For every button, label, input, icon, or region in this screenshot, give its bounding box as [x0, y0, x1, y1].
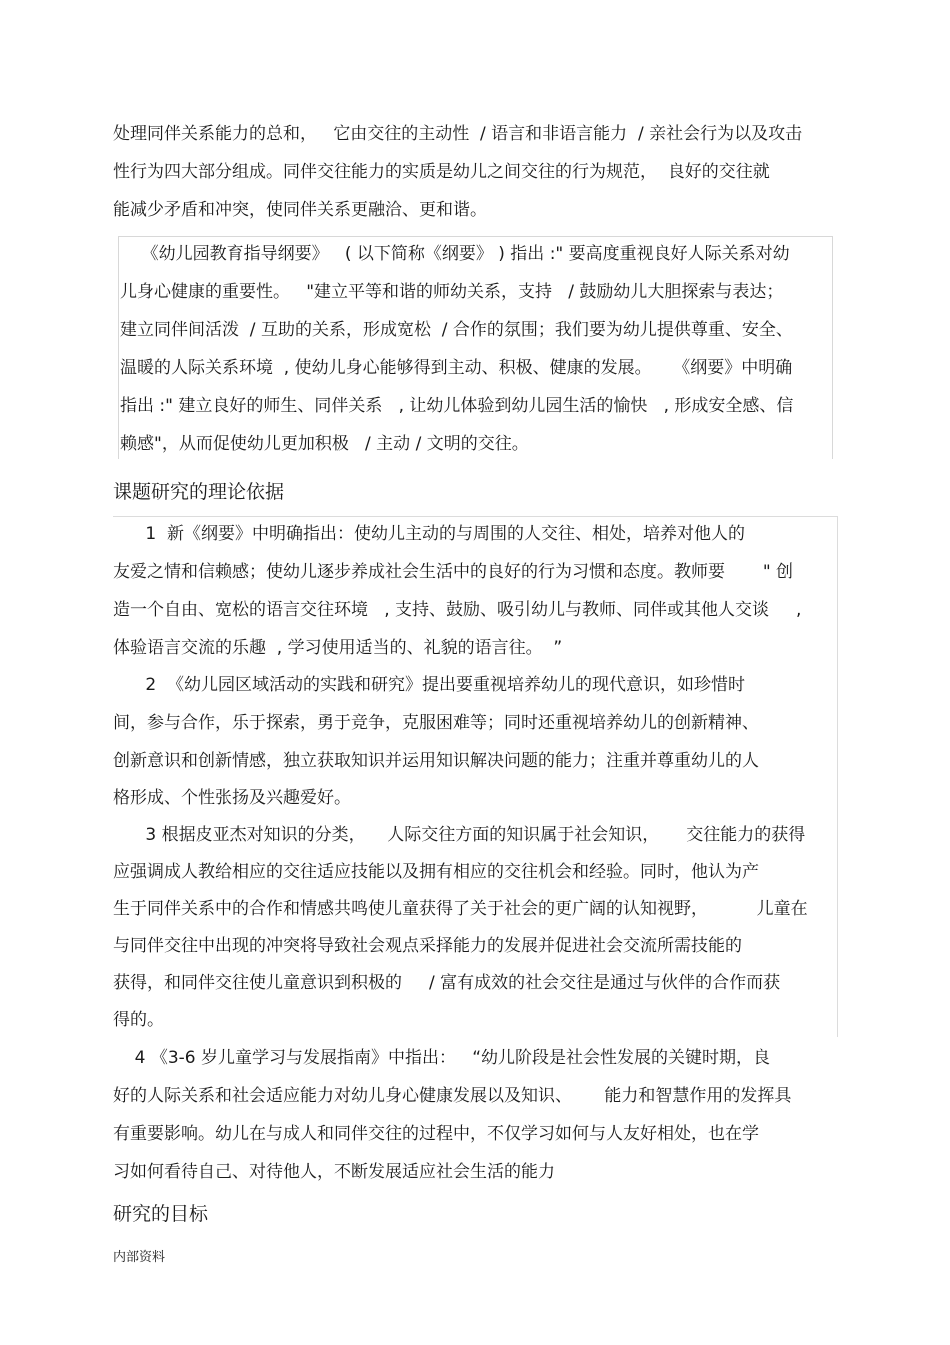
basis-line: 应强调成人教给相应的交往适应技能以及拥有相应的交往机会和经验。同时，他认为产 [113, 862, 759, 882]
intro-line: 性行为四大部分组成。同伴交往能力的实质是幼儿之间交往的行为规范， 良好的交往就 [113, 162, 770, 182]
guide-line: 习如何看待自己、对待他人，不断发展适应社会生活的能力 [113, 1162, 555, 1182]
basis-line: 得的。 [113, 1010, 164, 1030]
quote-line: 《幼儿园教育指导纲要》 ( 以下简称《纲要》 ) 指出 :" 要高度重视良好人际关系对幼 [120, 244, 790, 264]
quote-line: 建立同伴间活泼 / 互助的关系，形成宽松 / 合作的氛围；我们要为幼儿提供尊重、安全、 [120, 320, 793, 340]
basis-line: 造一个自由、宽松的语言交往环境 , 支持、鼓励、吸引幼儿与教师、同伴或其他人交谈 , [113, 600, 802, 620]
quote-frame [118, 236, 833, 459]
basis-line: 获得，和同伴交往使儿童意识到积极的 / 富有成效的社会交往是通过与伙伴的合作而获 [113, 973, 781, 993]
footer-label: 内部资料 [113, 1250, 166, 1265]
quote-line: 指出 :" 建立良好的师生、同伴关系 , 让幼儿体验到幼儿园生活的愉快 , 形成安全感、信 [120, 396, 794, 416]
intro-line: 处理同伴关系能力的总和， 它由交往的主动性 / 语言和非语言能力 / 亲社会行为以及攻击 [113, 124, 803, 144]
basis-line: 间，参与合作，乐于探索，勇于竞争，克服困难等；同时还重视培养幼儿的创新精神、 [113, 713, 759, 733]
basis-line: 2 《幼儿园区域活动的实践和研究》提出要重视培养幼儿的现代意识，如珍惜时 [113, 675, 746, 695]
basis-line: 格形成、个性张扬及兴趣爱好。 [113, 788, 351, 808]
section-heading: 课题研究的理论依据 [113, 481, 285, 503]
basis-line: 创新意识和创新情感，独立获取知识并运用知识解决问题的能力；注重并尊重幼儿的人 [113, 751, 759, 771]
quote-line: 儿身心健康的重要性。 "建立平等和谐的师幼关系，支持 / 鼓励幼儿大胆探索与表达； [120, 282, 784, 302]
quote-line: 赖感"，从而促使幼儿更加积极 / 主动 / 文明的交往。 [120, 434, 529, 454]
basis-line: 生于同伴关系中的合作和情感共鸣使儿童获得了关于社会的更广阔的认知视野， 儿童在 [113, 899, 808, 919]
guide-line: 好的人际关系和社会适应能力对幼儿身心健康发展以及知识、 能力和智慧作用的发挥具 [113, 1086, 792, 1106]
basis-line: 友爱之情和信赖感；使幼儿逐步养成社会生活中的良好的行为习惯和态度。教师要 " 创 [113, 562, 794, 582]
intro-line: 能减少矛盾和冲突，使同伴关系更融洽、更和谐。 [113, 200, 487, 220]
basis-line: 与同伴交往中出现的冲突将导致社会观点采择能力的发展并促进社会交流所需技能的 [113, 936, 742, 956]
basis-line: 3 根据皮亚杰对知识的分类， 人际交往方面的知识属于社会知识， 交往能力的获得 [113, 825, 806, 845]
basis-line: 1 新《纲要》中明确指出：使幼儿主动的与周围的人交往、相处，培养对他人的 [113, 524, 746, 544]
quote-line: 温暖的人际关系环境 , 使幼儿身心能够得到主动、积极、健康的发展。 《纲要》中明确 [120, 358, 793, 378]
guide-line: 有重要影响。幼儿在与成人和同伴交往的过程中，不仅学习如何与人友好相处，也在学 [113, 1124, 759, 1144]
guide-line: 4 《3-6 岁儿童学习与发展指南》中指出： “幼儿阶段是社会性发展的关键时期，良 [113, 1048, 771, 1068]
section-heading: 研究的目标 [113, 1203, 209, 1225]
basis-line: 体验语言交流的乐趣 , 学习使用适当的、礼貌的语言往。 ” [113, 638, 563, 658]
